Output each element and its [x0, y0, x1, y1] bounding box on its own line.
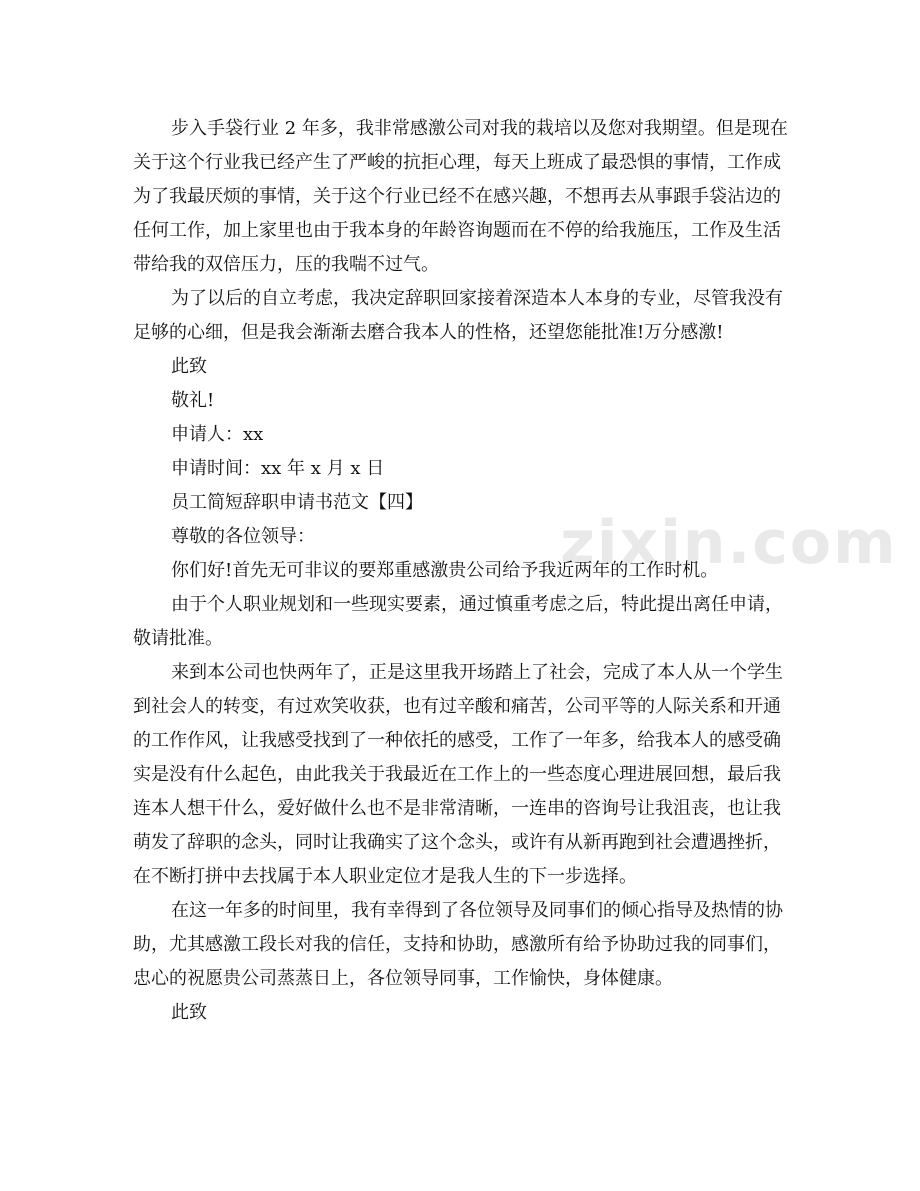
paragraph-line: 为了以后的自立考虑，我决定辞职回家接着深造本人本身的专业，尽管我没有 — [171, 288, 783, 309]
letter-body — [133, 112, 800, 1030]
paragraph-line: 敬请批准。 — [133, 628, 223, 649]
application-date-line: 申请时间：xx 年 x 月 x 日 — [171, 458, 385, 479]
paragraph-line: 忠心的祝愿贵公司蒸蒸日上，各位领导同事，工作愉快，身体健康。 — [133, 968, 673, 989]
paragraph-line: 到社会人的转变，有过欢笑收获，也有过辛酸和痛苦，公司平等的人际关系和开通 — [133, 696, 781, 717]
section-heading: 员工简短辞职申请书范文【四】 — [171, 492, 423, 513]
watermark: zixin.com — [560, 508, 898, 578]
paragraph-line: 足够的心细，但是我会渐渐去磨合我本人的性格，还望您能批准!万分感激! — [133, 322, 724, 343]
paragraph-line: 你们好!首先无可非议的要郑重感激贵公司给予我近两年的工作时机。 — [171, 560, 719, 581]
closing-line: 此致 — [171, 1002, 207, 1023]
paragraph-line: 在不断打拼中去找属于本人职业定位才是我人生的下一步选择。 — [133, 866, 637, 887]
paragraph-line: 关于这个行业我已经产生了严峻的抗拒心理，每天上班成了最恐惧的事情，工作成 — [133, 152, 781, 173]
paragraph-line: 在这一年多的时间里，我有幸得到了各位领导及同事们的倾心指导及热情的协 — [171, 900, 783, 921]
salutation-line: 敬礼! — [171, 390, 215, 411]
paragraph-line: 任何工作，加上家里也由于我本身的年龄咨询题而在不停的给我施压，工作及生活 — [133, 220, 781, 241]
paragraph-line: 来到本公司也快两年了，正是这里我开场踏上了社会，完成了本人从一个学生 — [171, 662, 783, 683]
paragraph-line: 为了我最厌烦的事情，关于这个行业已经不在感兴趣，不想再去从事跟手袋沾边的 — [133, 186, 781, 207]
paragraph-line: 的工作作风，让我感受找到了一种依托的感受，工作了一年多，给我本人的感受确 — [133, 730, 781, 751]
paragraph-line: 实是没有什么起色，由此我关于我最近在工作上的一些态度心理进展回想，最后我 — [133, 764, 781, 785]
paragraph-line: 连本人想干什么，爱好做什么也不是非常清晰，一连串的咨询号让我沮丧，也让我 — [133, 798, 781, 819]
closing-line: 此致 — [171, 356, 207, 377]
paragraph-line: 助，尤其感激工段长对我的信任，支持和协助，感激所有给予协助过我的同事们， — [133, 934, 781, 955]
greeting-line: 尊敬的各位领导： — [171, 526, 315, 547]
applicant-line: 申请人：xx — [171, 424, 264, 445]
paragraph-line: 带给我的双倍压力，压的我喘不过气。 — [133, 254, 439, 275]
paragraph-line: 由于个人职业规划和一些现实要素，通过慎重考虑之后，特此提出离任申请， — [171, 594, 783, 615]
paragraph-line: 步入手袋行业 2 年多，我非常感激公司对我的栽培以及您对我期望。但是现在 — [171, 118, 788, 139]
paragraph-line: 萌发了辞职的念头，同时让我确实了这个念头，或许有从新再跑到社会遭遇挫折， — [133, 832, 781, 853]
